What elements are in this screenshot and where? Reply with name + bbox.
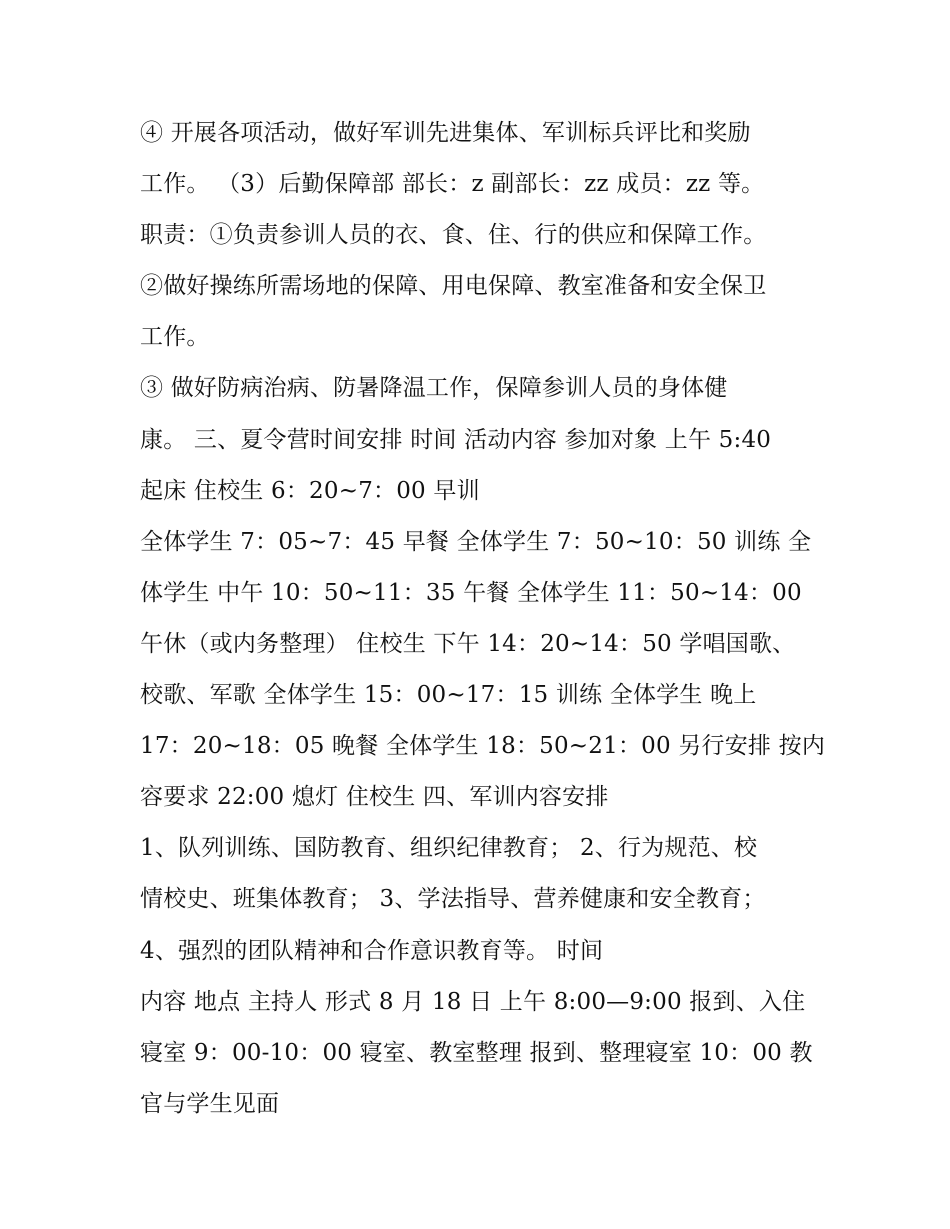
text-line: 午休（或内务整理） 住校生 下午 14：20~14：50 学唱国歌、 xyxy=(140,630,796,657)
text-line: 官与学生见面 xyxy=(140,1090,280,1117)
text-line: 工作。 xyxy=(140,324,210,351)
text-line: 寝室 9：00-10：00 寝室、教室整理 报到、整理寝室 10：00 教 xyxy=(140,1039,813,1066)
text-line: 体学生 中午 10：50~11：35 午餐 全体学生 11：50~14：00 xyxy=(140,579,802,606)
text-line: 内容 地点 主持人 形式 8 月 18 日 上午 8:00—9:00 报到、入住 xyxy=(140,988,806,1015)
text-line: ③ 做好防病治病、防暑降温工作，保障参训人员的身体健 xyxy=(140,375,728,402)
text-line: ④ 开展各项活动，做好军训先进集体、军训标兵评比和奖励 xyxy=(140,120,751,146)
text-line: 起床 住校生 6：20~7：00 早训 xyxy=(140,477,480,504)
text-line: 工作。 （3）后勤保障部 部长：z 副部长：zz 成员：zz 等。 xyxy=(140,171,765,198)
text-line: 容要求 22:00 熄灯 住校生 四、军训内容安排 xyxy=(140,784,609,811)
document-body xyxy=(140,108,830,1130)
text-line: 17：20~18：05 晚餐 全体学生 18：50~21：00 另行安排 按内 xyxy=(140,733,826,760)
text-line: 全体学生 7：05~7：45 早餐 全体学生 7：50~10：50 训练 全 xyxy=(140,528,812,555)
text-line: 康。 三、夏令营时间安排 时间 活动内容 参加对象 上午 5:40 xyxy=(140,426,772,453)
text-line: 情校史、班集体教育； 3、学法指导、营养健康和安全教育； xyxy=(140,886,766,913)
text-line: 职责：①负责参训人员的衣、食、住、行的供应和保障工作。 xyxy=(140,222,767,249)
text-line: ②做好操练所需场地的保障、用电保障、教室准备和安全保卫 xyxy=(140,273,767,300)
text-line: 校歌、军歌 全体学生 15：00~17：15 训练 全体学生 晚上 xyxy=(140,682,757,709)
text-line: 1、队列训练、国防教育、组织纪律教育； 2、行为规范、校 xyxy=(140,835,758,862)
text-line: 4、强烈的团队精神和合作意识教育等。 时间 xyxy=(140,937,604,964)
